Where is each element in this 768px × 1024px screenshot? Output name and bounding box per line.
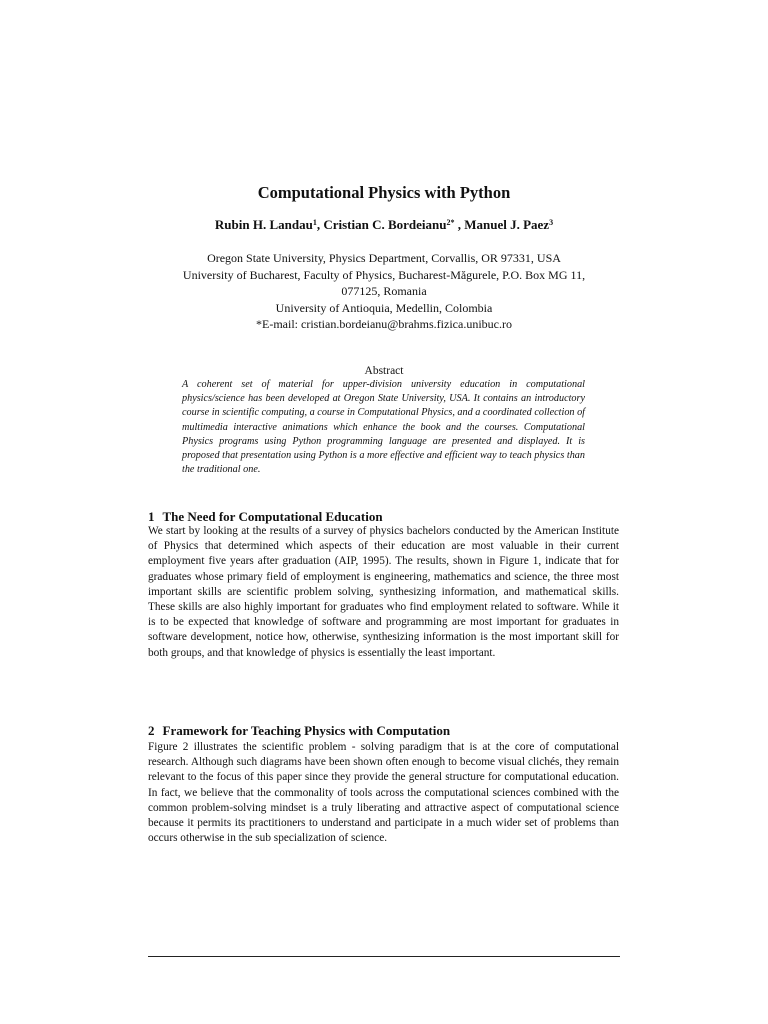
section-title: Framework for Teaching Physics with Computation (162, 723, 451, 738)
affiliation-line: University of Antioquia, Medellin, Colombia (275, 300, 493, 315)
author-name: Cristian C. Bordeianu (323, 217, 447, 232)
affiliation-line: University of Bucharest, Faculty of Physics, Bucharest-Măgurele, P.O. Box MG 11, (182, 267, 586, 282)
abstract-heading: Abstract (364, 365, 404, 377)
author-name: Manuel J. Paez (464, 217, 550, 232)
author-line: Rubin H. Landau$^1$, Cristian C. Bordeianu$^{2*}$ , Manuel J. Paez$^3$ (214, 217, 554, 232)
affiliation-line: 077125, Romania (341, 284, 427, 298)
author-name: Rubin H. Landau (214, 217, 313, 232)
section-heading (148, 722, 450, 740)
author-mark: 3 (549, 218, 554, 227)
affiliation-line: Oregon State University, Physics Department, Corvallis, OR 97331, USA (207, 251, 561, 265)
author-mark: 1 (312, 218, 317, 227)
section-title: The Need for Computational Education (162, 509, 383, 524)
section-body (148, 524, 619, 661)
body-paragraph: We start by looking at the results of a survey of physics bachelors conducted by the American Institute of Physics that determined which aspects of their education are most valuable in their current employment five years after graduation (AIP, 1995). The results, shown in Figure 1, indicate that for graduates whose primary field of employment is engineering, mathematics and science, the three most important skills are scientific problem solving, synthesizing information, and mathematical skills. These skills are also highly important for graduates who find employment related to software. While it is to be expected that knowledge of software and programming are most important for graduates in software development, notice how, otherwise, synthesizing information is the most important skill for both groups, and that knowledge of physics is essentially the least important. (148, 525, 619, 659)
footnote-rule (148, 956, 620, 957)
section-number: 2 (148, 723, 155, 738)
abstract-text (182, 378, 585, 477)
section-number: 1 (148, 509, 155, 524)
paper-title: Computational Physics with Python (257, 183, 511, 202)
body-paragraph: Figure 2 illustrates the scientific problem - solving paradigm that is at the core of computational research. Although such diagrams have been shown often enough to become visual clichés, they remain relevant to the focus of this paper since they provide the general structure for computational education. In fact, we believe that the commonality of tools across the computational sciences combined with the common problem-solving mindset is a truly liberating and attractive aspect of computational science because it permits its practitioners to understand and participate in a much wider set of problems than occurs otherwise in the sub specialization of science. (148, 741, 619, 845)
section-body (148, 740, 619, 846)
author-mark: 2* (446, 218, 455, 227)
abstract-paragraph: A coherent set of material for upper-division university education in computational physics/science has been developed at Oregon State University, USA. It contains an introductory course in scientific computing, a course in Computational Physics, and a coordinated collection of multimedia interactive animations which enhance the book and the courses. Computational Physics programs using Python programming language are presented and displayed. It is proposed that presentation using Python is a more effective and efficient way to teach physics than the traditional one. (182, 379, 585, 476)
email-line: *E-mail: cristian.bordeianu@brahms.fizica.unibuc.ro (256, 317, 512, 331)
affiliations (150, 250, 618, 333)
